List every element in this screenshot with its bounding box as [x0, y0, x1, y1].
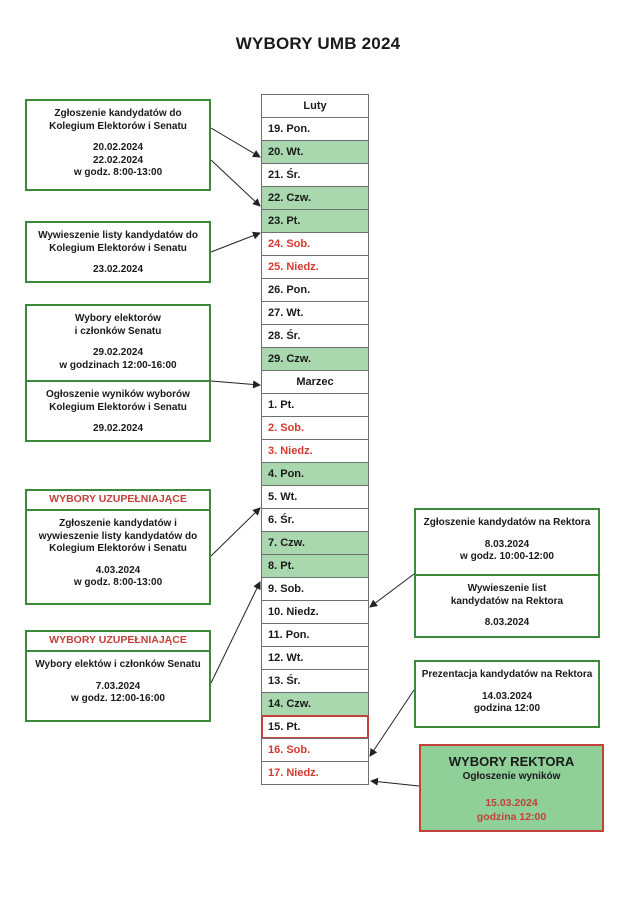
calendar-day: 13. Śr.: [261, 669, 369, 693]
box-text: Prezentacja kandydatów na Rektora: [421, 669, 593, 680]
box-text: i członków Senatu: [74, 325, 162, 337]
calendar-day: 3. Niedz.: [261, 439, 369, 463]
arrow-to-29-czw: [211, 381, 260, 385]
box-date: 23.02.2024: [92, 264, 144, 275]
box-text: Wybory elektorów: [75, 313, 161, 324]
page-title: WYBORY UMB 2024: [235, 34, 401, 53]
calendar-day: 21. Śr.: [261, 163, 369, 187]
box-text: Zgłoszenie kandydatów i: [59, 518, 177, 529]
arrow-to-8-pt: [370, 574, 414, 607]
calendar-day: 29. Czw.: [261, 347, 369, 371]
box-date: 4.03.2024: [95, 564, 141, 576]
box-time: w godz. 12:00-16:00: [71, 693, 165, 704]
box-text: Wywieszenie listy kandydatów do: [38, 230, 198, 241]
box-text: Kolegium Elektorów i Senatu: [49, 543, 187, 554]
box-text: Ogłoszenie wyników wyborów: [46, 389, 190, 400]
calendar-day: 10. Niedz.: [261, 600, 369, 624]
box-text: kandydatów na Rektora: [450, 595, 564, 607]
arrow-to-7-czw: [211, 582, 260, 683]
calendar-day: 17. Niedz.: [261, 761, 369, 785]
arrow-to-14-czw: [370, 690, 414, 756]
arrow-to-4-pon: [211, 508, 260, 556]
arrow-to-20-wt: [211, 128, 260, 157]
box-date: 29.02.2024: [92, 423, 144, 434]
box-date: 7.03.2024: [95, 680, 141, 692]
box-text: Kolegium Elektorów i Senatu: [49, 120, 187, 132]
calendar-day: 5. Wt.: [261, 485, 369, 509]
arrow-to-23-pt: [211, 233, 260, 252]
calendar-day: 22. Czw.: [261, 186, 369, 210]
box-time: w godz. 8:00-13:00: [73, 577, 163, 588]
calendar-day: 26. Pon.: [261, 278, 369, 302]
calendar-day: 8. Pt.: [261, 554, 369, 578]
calendar-day: 11. Pon.: [261, 623, 369, 647]
rektor-time: godzina 12:00: [476, 811, 547, 823]
box-text: wywieszenie listy kandydatów do: [38, 530, 198, 542]
calendar-day: 9. Sob.: [261, 577, 369, 601]
box-date: 22.02.2024: [92, 154, 144, 166]
rektor-subtitle: Ogłoszenie wyników: [462, 771, 561, 782]
calendar-day: 7. Czw.: [261, 531, 369, 555]
calendar-day: 20. Wt.: [261, 140, 369, 164]
box-text: Kolegium Elektorów i Senatu: [49, 242, 187, 254]
box-text: Zgłoszenie kandydatów na Rektora: [423, 517, 591, 528]
calendar-day: 6. Śr.: [261, 508, 369, 532]
rektor-title: WYBORY REKTORA: [448, 754, 575, 769]
box-text: Kolegium Elektorów i Senatu: [49, 401, 187, 413]
arrow-to-15-pt: [371, 781, 419, 786]
calendar-day: 15. Pt.: [261, 715, 369, 739]
box-text: Wywieszenie list: [467, 583, 547, 594]
box-date: 8.03.2024: [484, 538, 530, 550]
calendar-month-header: Marzec: [261, 370, 369, 394]
calendar-day: 25. Niedz.: [261, 255, 369, 279]
box-text: Zgłoszenie kandydatów do: [54, 108, 182, 119]
calendar-day: 14. Czw.: [261, 692, 369, 716]
calendar-day: 4. Pon.: [261, 462, 369, 486]
uzupelniajace-header-2: WYBORY UZUPEŁNIAJĄCE: [25, 630, 211, 652]
calendar-day: 16. Sob.: [261, 738, 369, 762]
box-time: w godz. 8:00-13:00: [73, 167, 163, 178]
calendar-day: 27. Wt.: [261, 301, 369, 325]
box-time: w godzinach 12:00-16:00: [59, 359, 177, 371]
arrow-to-22-czw: [211, 160, 260, 206]
box-text: Wybory elektów i członków Senatu: [35, 659, 201, 670]
box-date: 20.02.2024: [92, 142, 144, 153]
calendar-day: 2. Sob.: [261, 416, 369, 440]
box-date: 29.02.2024: [92, 347, 144, 358]
calendar-day: 23. Pt.: [261, 209, 369, 233]
box-date: 8.03.2024: [484, 617, 530, 628]
uzupelniajace-header-1: WYBORY UZUPEŁNIAJĄCE: [25, 489, 211, 511]
calendar-day: 1. Pt.: [261, 393, 369, 417]
rektor-date: 15.03.2024: [485, 797, 538, 809]
box-time: godzina 12:00: [473, 703, 541, 714]
calendar-day: 28. Śr.: [261, 324, 369, 348]
calendar-day: 19. Pon.: [261, 117, 369, 141]
box-time: w godz. 10:00-12:00: [460, 551, 554, 562]
calendar-month-header: Luty: [261, 94, 369, 118]
calendar-day: 12. Wt.: [261, 646, 369, 670]
box-date: 14.03.2024: [481, 690, 533, 702]
calendar-day: 24. Sob.: [261, 232, 369, 256]
